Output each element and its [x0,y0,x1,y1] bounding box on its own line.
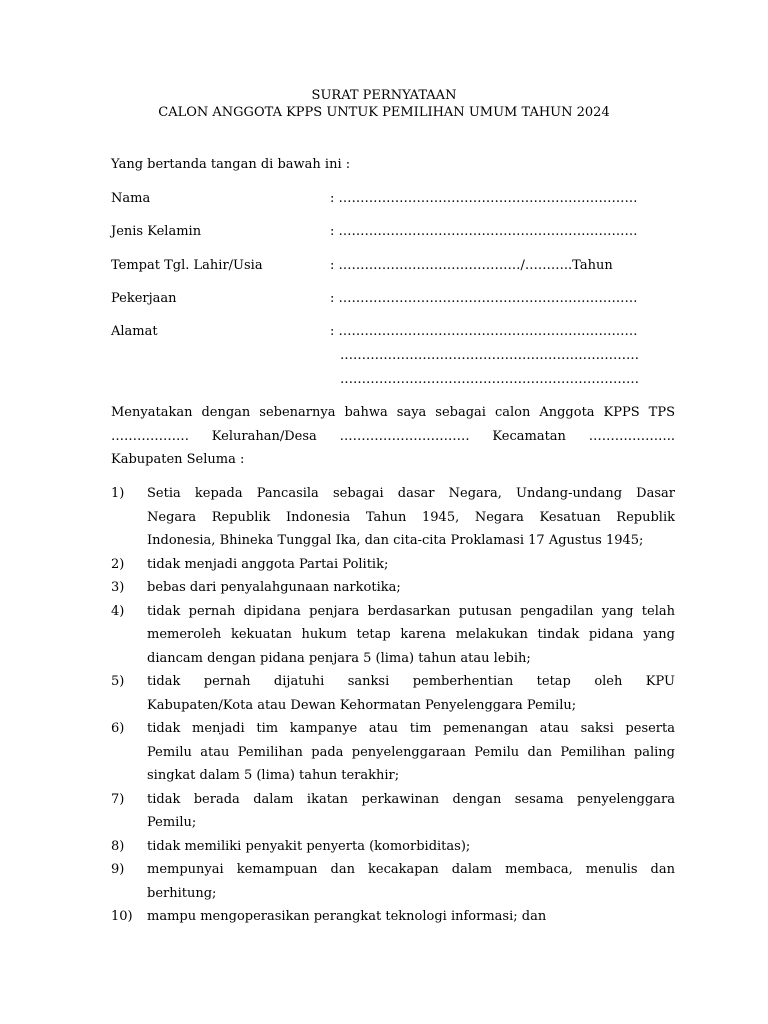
field-value-pekerjaan: : …………………………………………………………… [330,291,638,306]
list-item-number: 9) [111,862,125,877]
list-item-text: mampu mengoperasikan perangkat teknologi informasi; dan [147,909,547,924]
field-value-alamat-1: : …………………………………………………………… [330,324,638,339]
list-item-number: 5) [111,674,125,689]
list-item-text: mempunyai kemampuan dan kecakapan dalam membaca, menulis dan [147,862,675,877]
list-item-text: tidak pernah dijatuhi sanksi pemberhentian tetap oleh KPU [147,674,675,689]
list-item-text: Indonesia, Bhineka Tunggal Ika, dan cita-cita Proklamasi 17 Agustus 1945; [147,533,644,548]
field-label-jenis-kelamin: Jenis Kelamin [111,224,202,239]
list-item-text: Negara Republik Indonesia Tahun 1945, Negara Kesatuan Republik [147,509,675,525]
list-item-text: tidak pernah dipidana penjara berdasarkan putusan pengadilan yang telah [147,603,675,619]
requirements-list [111,482,675,929]
list-item-number: 2) [111,556,125,572]
list-item-number: 10) [111,909,133,924]
list-item [111,670,675,717]
intro-text: Yang bertanda tangan di bawah ini : [111,157,351,172]
list-item-text: Pemilu atau Pemilihan pada penyelenggaraan Pemilu dan Pemilihan paling [147,744,675,760]
list-item [111,553,675,577]
list-item-number: 4) [111,603,125,619]
list-item [111,482,675,553]
list-item [111,788,675,835]
field-value-alamat-3: …………………………………………………………… [340,372,639,387]
field-value-alamat-2: …………………………………………………………… [340,348,639,363]
list-item-text: bebas dari penyalahgunaan narkotika; [147,580,401,595]
list-item-number: 8) [111,838,125,854]
field-value-jenis-kelamin: : …………………………………………………………… [330,224,638,239]
statement-line: Kabupaten Seluma : [111,452,245,467]
list-item-text: tidak menjadi tim kampanye atau tim pemenangan atau saksi peserta [147,721,675,736]
list-item-text: Setia kepada Pancasila sebagai dasar Negara, Undang-undang Dasar [147,486,675,501]
field-label-pekerjaan: Pekerjaan [111,291,177,306]
list-item-text: singkat dalam 5 (lima) tahun terakhir; [147,768,400,783]
list-item [111,600,675,671]
list-item-number: 6) [111,721,125,736]
list-item-number: 3) [111,580,125,595]
statement-paragraph [111,401,675,472]
list-item-text: tidak berada dalam ikatan perkawinan dengan sesama penyelenggara [147,791,675,807]
list-item-text: tidak memiliki penyakit penyerta (komorbiditas); [147,838,471,854]
list-item [111,717,675,788]
field-label-alamat: Alamat [111,324,158,339]
field-value-nama: : …………………………………………………………… [330,191,638,206]
document-title: SURAT PERNYATAAN [311,88,457,103]
list-item-text: tidak menjadi anggota Partai Politik; [147,556,389,572]
field-label-nama: Nama [111,191,151,206]
statement-line: ……………… Kelurahan/Desa ………………………… Kecamatan ……………….. [111,428,675,444]
list-item-number: 1) [111,486,125,501]
list-item [111,835,675,859]
document-subtitle: CALON ANGGOTA KPPS UNTUK PEMILIHAN UMUM TAHUN 2024 [158,105,610,120]
field-label-ttl: Tempat Tgl. Lahir/Usia [111,258,263,273]
list-item-text: Kabupaten/Kota atau Dewan Kehormatan Penyelenggara Pemilu; [147,697,577,713]
statement-line: Menyatakan dengan sebenarnya bahwa saya sebagai calon Anggota KPPS TPS [111,405,675,420]
list-item-text: berhitung; [147,885,217,901]
list-item-text: Pemilu; [147,815,197,830]
list-item [111,858,675,905]
field-value-ttl: : ……………………………………/………..Tahun [330,258,613,273]
list-item-text: diancam dengan pidana penjara 5 (lima) tahun atau lebih; [147,650,531,666]
list-item [111,905,675,929]
list-item-text: memeroleh kekuatan hukum tetap karena melakukan tindak pidana yang [147,627,675,642]
list-item-number: 7) [111,791,125,807]
list-item [111,576,675,600]
